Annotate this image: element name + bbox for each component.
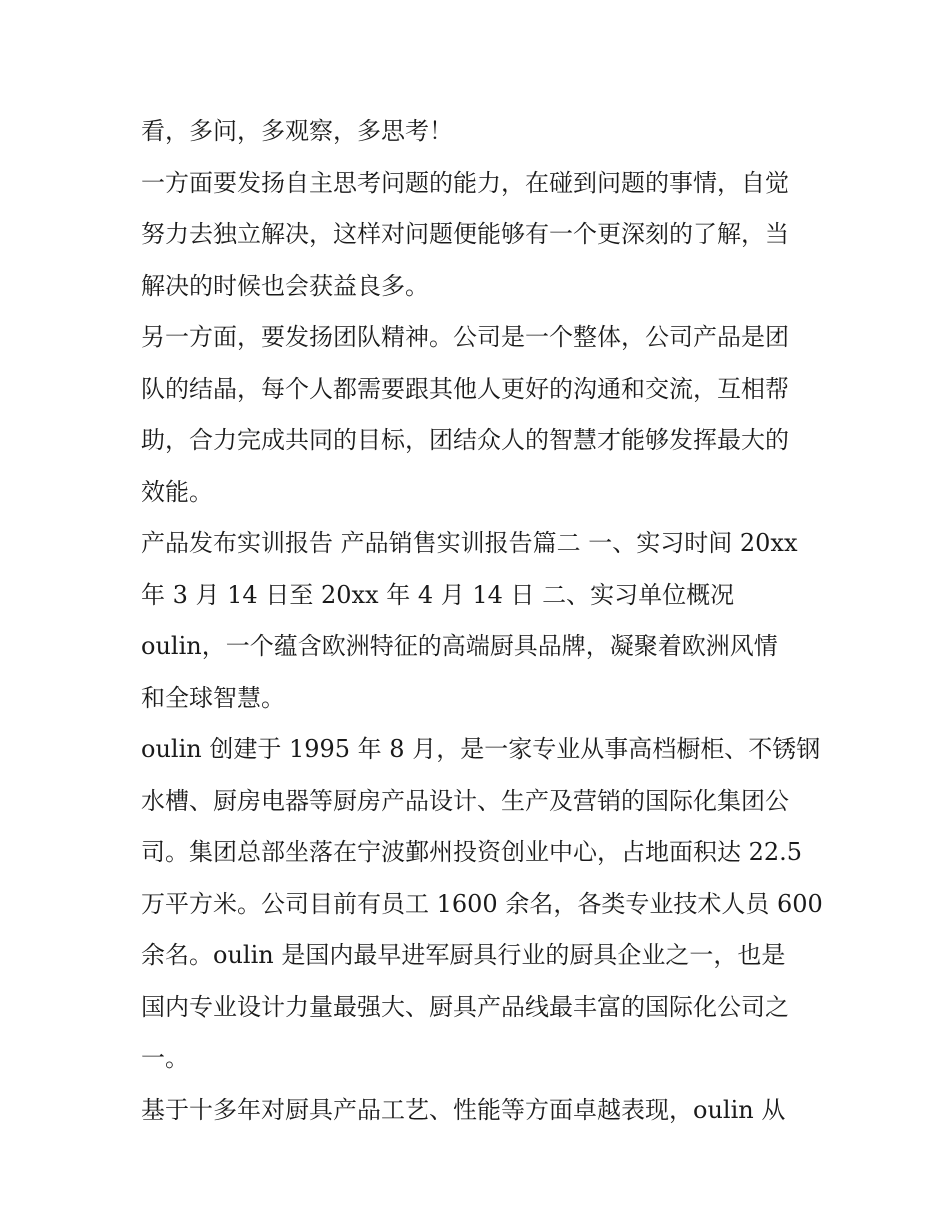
text-line: 一。 [141, 1044, 189, 1072]
text-line: oulin，一个蕴含欧洲特征的高端厨具品牌，凝聚着欧洲风情 [141, 632, 778, 660]
text-line: 助，合力完成共同的目标，团结众人的智慧才能够发挥最大的 [141, 426, 789, 454]
text-line: 努力去独立解决，这样对问题便能够有一个更深刻的了解，当 [141, 220, 789, 248]
text-line: oulin 创建于 1995 年 8 月，是一家专业从事高档橱柜、不锈钢 [141, 735, 821, 763]
text-line: 队的结晶，每个人都需要跟其他人更好的沟通和交流，互相帮 [141, 374, 789, 403]
text-line: 国内专业设计力量最强大、厨具产品线最丰富的国际化公司之 [141, 992, 789, 1021]
text-line: 年 3 月 14 日至 20xx 年 4 月 14 日 二、实习单位概况 [141, 580, 735, 609]
text-line: 万平方米。公司目前有员工 1600 余名，各类专业技术人员 600 [141, 889, 823, 918]
text-line: 司。集团总部坐落在宁波鄞州投资创业中心，占地面积达 22.5 [141, 838, 803, 866]
text-line: 看，多问，多观察，多思考！ [141, 117, 453, 145]
text-line: 基于十多年对厨具产品工艺、性能等方面卓越表现，oulin 从 [141, 1095, 786, 1124]
text-line: 和全球智慧。 [141, 683, 285, 712]
text-line: 水槽、厨房电器等厨房产品设计、生产及营销的国际化集团公 [141, 786, 789, 815]
text-line: 产品发布实训报告 产品销售实训报告篇二 一、实习时间 20xx [141, 529, 798, 557]
text-line: 效能。 [141, 477, 213, 506]
text-line: 另一方面，要发扬团队精神。公司是一个整体，公司产品是团 [141, 323, 789, 351]
text-line: 解决的时候也会获益良多。 [141, 271, 429, 300]
document-body [141, 106, 821, 1136]
text-line: 一方面要发扬自主思考问题的能力，在碰到问题的事情，自觉 [141, 168, 789, 197]
text-line: 余名。oulin 是国内最早进军厨具行业的厨具企业之一，也是 [141, 941, 786, 969]
